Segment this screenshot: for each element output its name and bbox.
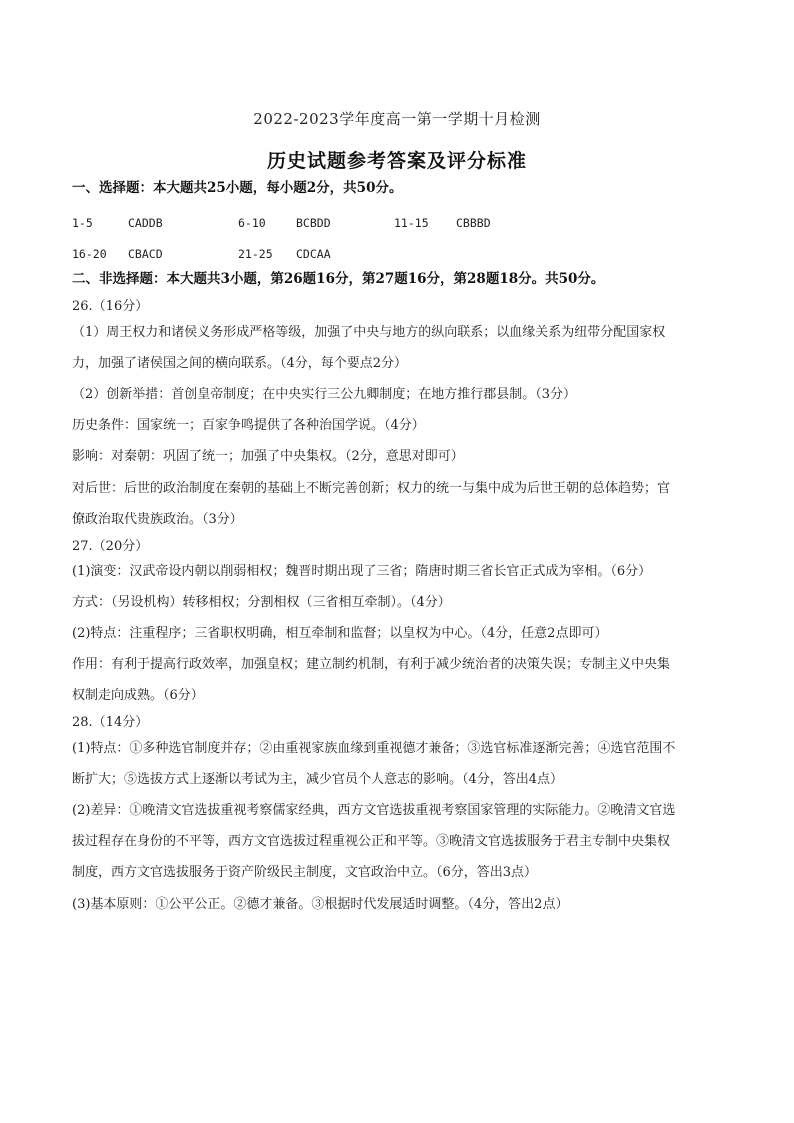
answer-line: 制度，西方文官选拔服务于资产阶级民主制度，文官政治中立。（6分，答出3点） — [72, 865, 538, 880]
answer-line: （2）创新举措：首创皇帝制度；在中央实行三公九卿制度；在地方推行郡县制。（3分） — [72, 387, 577, 402]
page-title: 历史试题参考答案及评分标准 — [266, 150, 527, 172]
answer-letters: CDCAA — [296, 247, 331, 261]
exam-title: 2022-2023学年度高一第一学期十月检测 — [253, 110, 541, 128]
answer-range: 6-10 — [238, 216, 266, 230]
answer-line: (2)差异：①晚清文官选拔重视考察儒家经典，西方文官选拔重视考察国家管理的实际能力。②晚清文官选 — [72, 803, 676, 818]
answer-line: 对后世：后世的政治制度在秦朝的基础上不断完善创新；权力的统一与集中成为后世王朝的总体趋势；官 — [72, 481, 671, 496]
answer-line: (1)特点：①多种选官制度并存；②由重视家族血缘到重视德才兼备；③选官标准逐渐完善；④选官范围不 — [72, 741, 676, 756]
answer-line: （1）周王权力和诸侯义务形成严格等级，加强了中央与地方的纵向联系；以血缘关系为纽带分配国家权 — [72, 325, 666, 340]
question-28-header: 28.（14分） — [72, 715, 149, 730]
answer-line: 影响：对秦朝：巩固了统一；加强了中央集权。（2分，意思对即可） — [72, 449, 464, 464]
answer-letters: CBBBD — [456, 216, 491, 230]
answer-row-1 — [72, 214, 732, 232]
answer-line: (3)基本原则：①公平公正。②德才兼备。③根据时代发展适时调整。（4分，答出2点） — [72, 897, 569, 912]
answer-line: 方式：（另设机构）转移相权；分割相权（三省相互牵制）。（4分） — [72, 595, 451, 610]
answer-range: 11-15 — [394, 216, 429, 230]
answer-range: 1-5 — [72, 216, 93, 230]
answer-letters: CBACD — [128, 247, 163, 261]
question-27-header: 27.（20分） — [72, 539, 149, 554]
answer-row-2 — [72, 245, 732, 263]
answer-line: 历史条件：国家统一；百家争鸣提供了各种治国学说。（4分） — [72, 418, 425, 433]
answer-line: 作用：有利于提高行政效率，加强皇权；建立制约机制，有利于减少统治者的决策失误；专制主义中央集 — [72, 657, 671, 672]
answer-line: 权制走向成熟。（6分） — [72, 688, 204, 703]
section-heading-choice: 一、选择题：本大题共25小题，每小题2分，共50分。 — [72, 180, 403, 196]
answer-line: 拔过程存在身份的不平等，西方文官选拔过程重视公正和平等。③晚清文官选拔服务于君主专制中央集权 — [72, 834, 671, 849]
answer-letters: BCBDD — [296, 216, 331, 230]
answer-letters: CADDB — [128, 216, 163, 230]
answer-range: 21-25 — [238, 247, 273, 261]
answer-line: (2)特点：注重程序；三省职权明确，相互牵制和监督；以皇权为中心。（4分，任意2点即可） — [72, 626, 608, 641]
question-26-header: 26.（16分） — [72, 299, 149, 314]
answer-line: (1)演变：汉武帝设内朝以削弱相权；魏晋时期出现了三省；隋唐时期三省长官正式成为宰相。（6分） — [72, 564, 652, 579]
answer-line: 僚政治取代贵族政治。（3分） — [72, 512, 243, 527]
answer-line: 断扩大；⑤选拔方式上逐渐以考试为主，减少官员个人意志的影响。（4分，答出4点） — [72, 772, 564, 787]
answer-line: 力，加强了诸侯国之间的横向联系。（4分，每个要点2分） — [72, 356, 408, 371]
answer-range: 16-20 — [72, 247, 107, 261]
section-heading-essay: 二、非选择题：本大题共3小题，第26题16分，第27题16分，第28题18分。共50分。 — [72, 271, 605, 287]
